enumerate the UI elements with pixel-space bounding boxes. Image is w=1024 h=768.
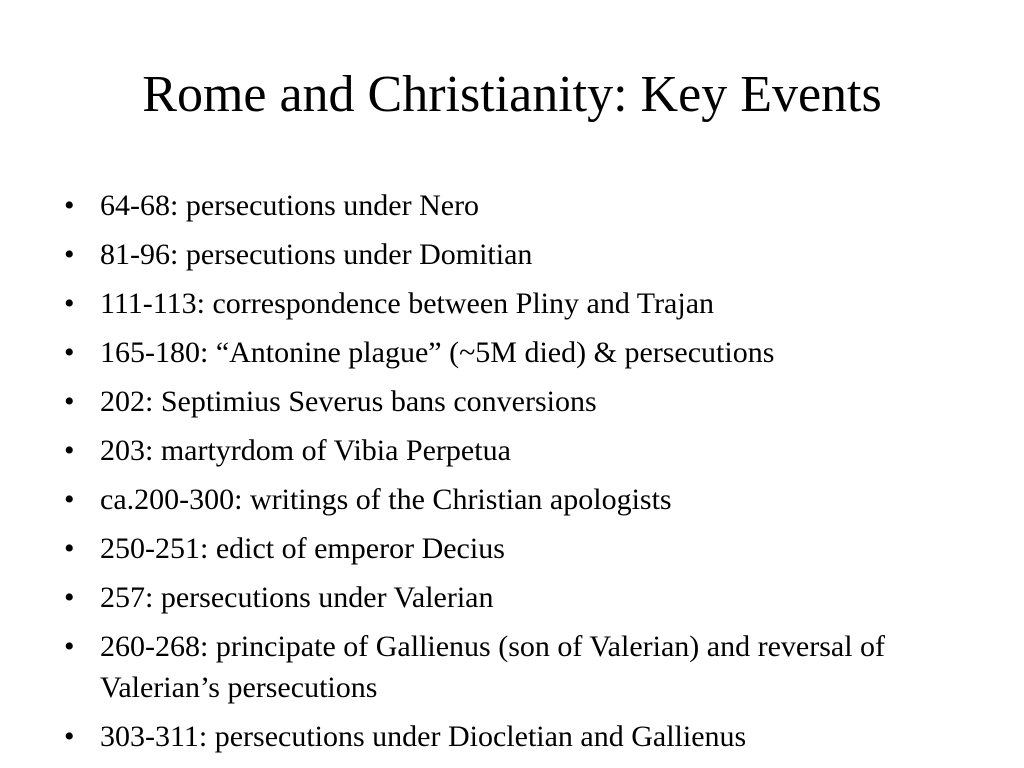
bullet-list [62,185,962,765]
list-item [62,185,962,226]
bullet-point: • [64,581,75,614]
list-item-text: 202: Septimius Severus bans conversions [100,385,597,418]
list-item-text: 260-268: principate of Gallienus (son of Valerian) and reversal of Valerian’s persecutions [100,630,886,704]
bullet-point: • [64,189,75,222]
bullet-point: • [64,483,75,516]
bullet-point: • [64,434,75,467]
bullet-point: • [64,238,75,271]
list-item-text: 111-113: correspondence between Pliny and Trajan [100,287,715,320]
list-item-text: 303-311: persecutions under Diocletian and Gallienus [100,720,747,753]
list-item-text: 64-68: persecutions under Nero [100,189,480,222]
list-item-text: ca.200-300: writings of the Christian apologists [100,483,672,516]
list-item [62,479,962,520]
bullet-point: • [64,336,75,369]
bullet-point: • [64,720,75,753]
list-item [62,577,962,618]
slide-title: Rome and Christianity: Key Events [142,66,882,123]
list-item [62,234,962,275]
list-item [62,283,962,324]
bullet-point: • [64,532,75,565]
list-item-text: 81-96: persecutions under Domitian [100,238,533,271]
list-item [62,430,962,471]
bullet-point: • [64,630,75,663]
list-item [62,528,962,569]
bullet-point: • [64,287,75,320]
list-item-text: 203: martyrdom of Vibia Perpetua [100,434,511,467]
list-item [62,716,962,757]
list-item [62,332,962,373]
list-item [62,381,962,422]
list-item-text: 250-251: edict of emperor Decius [100,532,505,565]
bullet-point: • [64,385,75,418]
list-item-text: 165-180: “Antonine plague” (~5M died) & persecutions [100,336,775,369]
list-item [62,626,962,708]
list-item-text: 257: persecutions under Valerian [100,581,494,614]
